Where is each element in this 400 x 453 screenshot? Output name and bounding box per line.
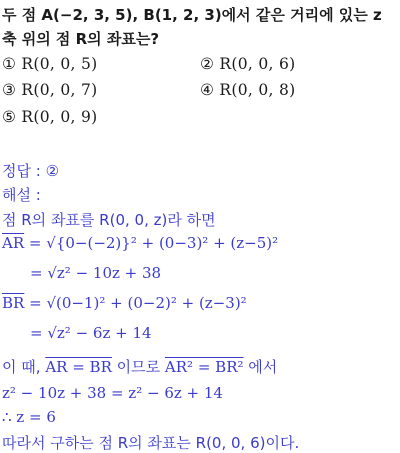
equation-line: z² − 10z + 38 = z² − 6z + 14 [2,384,223,402]
explanation-heading: 해설 : [2,186,41,204]
condition-squared: AR² = BR² [164,358,244,376]
option-1: ① R(0, 0, 5) [2,55,98,73]
br-expression: = √(0−1)² + (0−2)² + (z−3)² [29,294,247,312]
condition-suffix: 에서 [248,358,278,376]
explanation-intro: 점 R의 좌표를 R(0, 0, z)라 하면 [2,211,216,229]
condition-middle: 이므로 [116,358,161,376]
option-3: ③ R(0, 0, 7) [2,81,98,99]
conclusion-line: 따라서 구하는 점 R의 좌표는 R(0, 0, 6)이다. [2,434,300,452]
option-4: ④ R(0, 0, 8) [200,81,296,99]
option-2: ② R(0, 0, 6) [200,55,296,73]
br-simplified: = √z² − 6z + 14 [30,324,152,342]
ar-expression: = √{0−(−2)}² + (0−3)² + (z−5)² [28,234,279,252]
br-equation [2,294,247,312]
option-5: ⑤ R(0, 0, 9) [2,108,98,126]
therefore-line: ∴ z = 6 [2,408,56,426]
br-segment: $\overline{BR}$ [2,294,25,312]
ar-equation [2,234,278,252]
condition-prefix: 이 때, [2,358,41,376]
ar-segment: $\overline{AR}$ [2,234,25,252]
answer-result: 정답 : ② [2,162,60,180]
condition-line [2,356,277,377]
question-line-2: 축 위의 점 R의 좌표는? [2,30,160,48]
question-line-1: 두 점 A(−2, 3, 5), B(1, 2, 3)에서 같은 거리에 있는 z [2,6,382,24]
condition-equal-segments: AR = BR [45,358,112,376]
ar-simplified: = √z² − 10z + 38 [30,264,162,282]
